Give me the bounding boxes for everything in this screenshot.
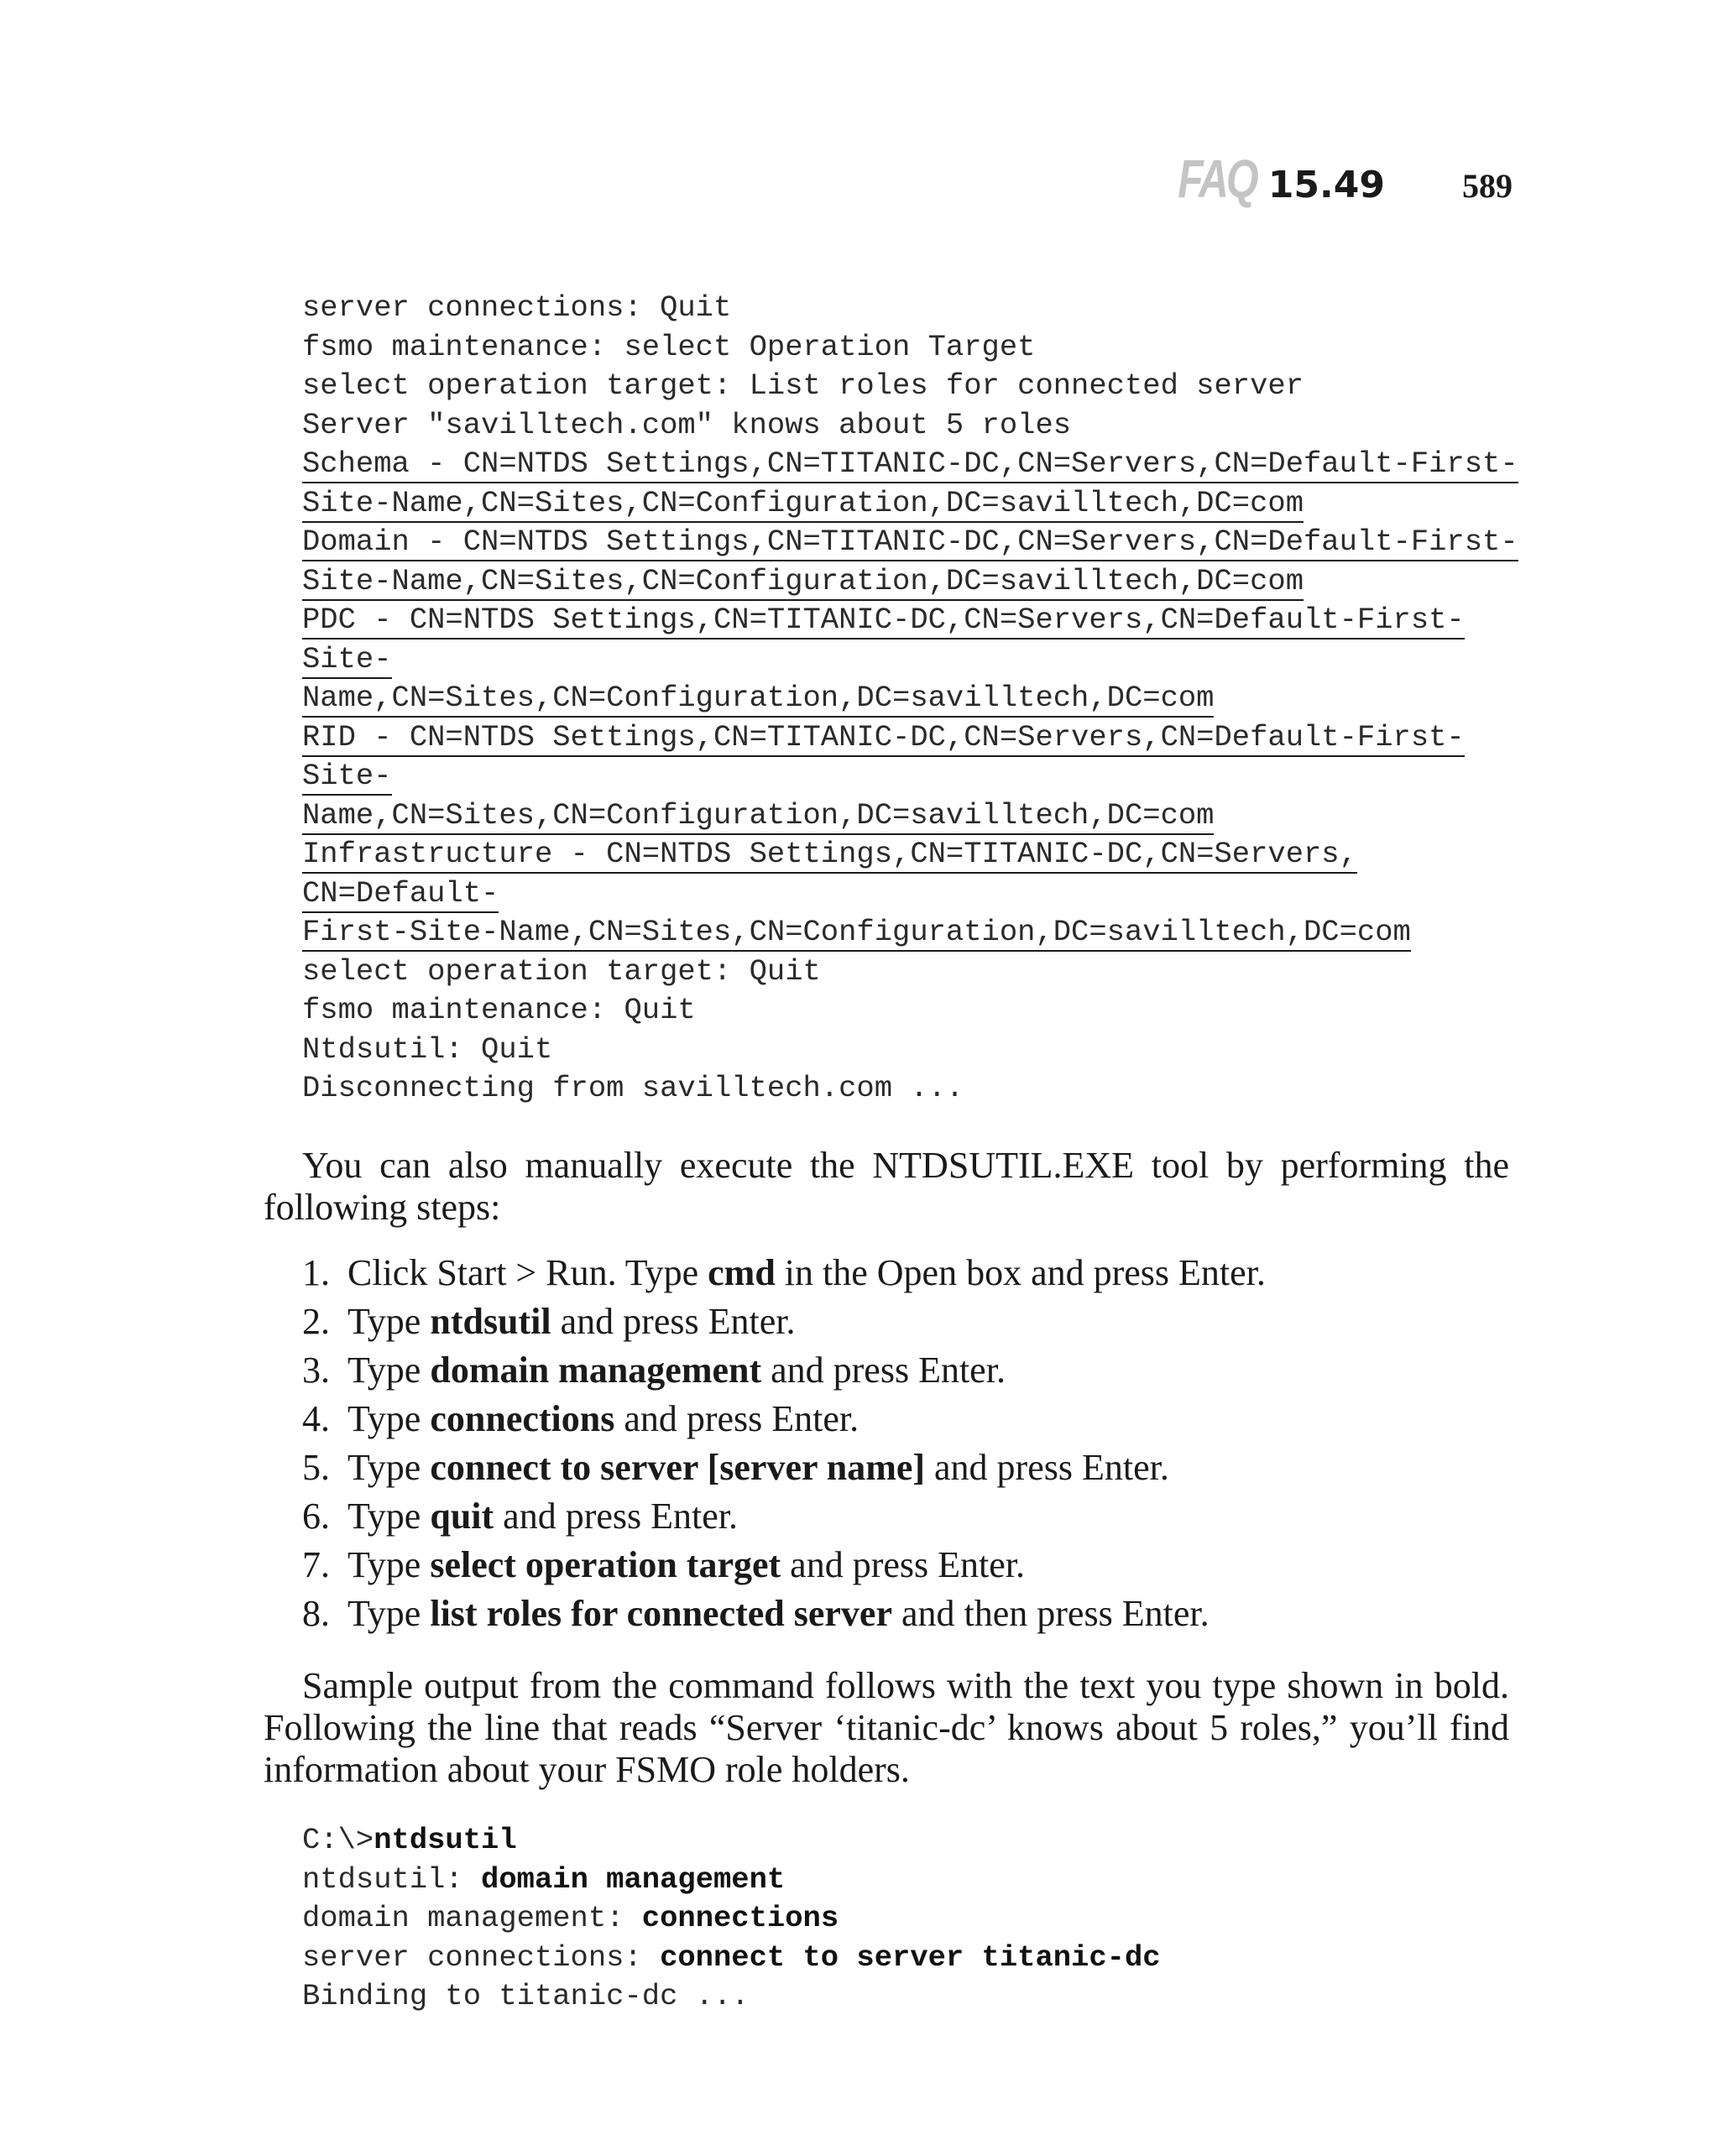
step-text bbox=[347, 1249, 1266, 1297]
code-line bbox=[302, 445, 1518, 484]
intro-paragraph-text: You can also manually execute the NTDSUTIL.EXE tool by performing the following steps: bbox=[264, 1145, 1509, 1228]
code-line bbox=[302, 1899, 1161, 1939]
step-number: 2. bbox=[302, 1301, 330, 1342]
code-user-input: connect to server titanic-dc bbox=[660, 1939, 1161, 1975]
code-line-text: Name,CN=Sites,CN=Configuration,DC=savilltech,DC=com bbox=[302, 681, 1214, 718]
code-line bbox=[302, 991, 1518, 1031]
step-item bbox=[302, 1541, 1266, 1590]
step-text-pre: Click Start > Run. Type bbox=[347, 1252, 708, 1293]
code-line bbox=[302, 1861, 1161, 1900]
code-line bbox=[302, 484, 1518, 524]
step-text-post: and press Enter. bbox=[494, 1496, 738, 1537]
step-text-post: and press Enter. bbox=[761, 1349, 1006, 1391]
step-number: 1. bbox=[302, 1252, 330, 1293]
code-line bbox=[302, 1069, 1518, 1109]
code-line bbox=[302, 406, 1518, 446]
code-line bbox=[302, 953, 1518, 992]
code-line-text: Site- bbox=[302, 642, 392, 679]
step-text-post: and press Enter. bbox=[551, 1301, 796, 1342]
code-block-sample bbox=[302, 1821, 1161, 2017]
code-user-input: domain management bbox=[481, 1861, 786, 1897]
code-line-text: First-Site-Name,CN=Sites,CN=Configuration,DC=savilltech,DC=com bbox=[302, 915, 1411, 952]
code-line bbox=[302, 601, 1518, 640]
step-command: connect to server [server name] bbox=[430, 1447, 926, 1488]
code-line bbox=[302, 289, 1518, 328]
code-line bbox=[302, 367, 1518, 406]
sample-paragraph-text: Sample output from the command follows with the text you type shown in bold. Following the line that reads “Server ‘titanic-dc’ knows about 5 roles,” you’ll find information about your FSMO role holders. bbox=[264, 1665, 1509, 1790]
code-line bbox=[302, 1821, 1161, 1861]
code-line bbox=[302, 1939, 1161, 1978]
step-item bbox=[302, 1395, 1266, 1443]
code-line-text: fsmo maintenance: Quit bbox=[302, 993, 696, 1027]
code-line bbox=[302, 328, 1518, 368]
step-number: 8. bbox=[302, 1593, 330, 1634]
step-number: 6. bbox=[302, 1496, 330, 1537]
step-number: 4. bbox=[302, 1398, 330, 1439]
code-line-text: PDC - CN=NTDS Settings,CN=TITANIC-DC,CN=Servers,CN=Default-First- bbox=[302, 603, 1465, 639]
step-item bbox=[302, 1590, 1266, 1638]
step-command: cmd bbox=[708, 1252, 776, 1293]
code-prompt: Binding to titanic-dc ... bbox=[302, 1979, 750, 2013]
code-line-text: server connections: Quit bbox=[302, 290, 732, 325]
code-line-text: select operation target: Quit bbox=[302, 953, 821, 989]
code-line-text: Site- bbox=[302, 759, 392, 796]
step-text-pre: Type bbox=[347, 1301, 431, 1342]
sample-paragraph bbox=[264, 1665, 1509, 1791]
code-line-text: select operation target: List roles for connected server bbox=[302, 368, 1304, 403]
step-command: select operation target bbox=[430, 1544, 781, 1585]
code-block-output bbox=[302, 289, 1518, 1109]
steps-list bbox=[302, 1249, 1266, 1638]
code-prompt: domain management: bbox=[302, 1901, 642, 1935]
faq-logo: FAQ bbox=[1178, 149, 1257, 209]
step-text bbox=[347, 1297, 795, 1346]
code-line bbox=[302, 757, 1518, 796]
step-item bbox=[302, 1492, 1266, 1541]
step-item bbox=[302, 1249, 1266, 1297]
step-item bbox=[302, 1297, 1266, 1346]
step-number: 3. bbox=[302, 1349, 330, 1391]
code-line-text: Server "savilltech.com" knows about 5 roles bbox=[302, 407, 1072, 442]
code-line-text: RID - CN=NTDS Settings,CN=TITANIC-DC,CN=Servers,CN=Default-First- bbox=[302, 720, 1465, 757]
code-line bbox=[302, 913, 1518, 953]
step-text-pre: Type bbox=[347, 1593, 431, 1634]
code-line-text: CN=Default- bbox=[302, 876, 499, 913]
step-text-pre: Type bbox=[347, 1349, 431, 1391]
code-prompt: ntdsutil: bbox=[302, 1861, 482, 1897]
code-line-text: Ntdsutil: Quit bbox=[302, 1031, 553, 1067]
step-command: domain management bbox=[430, 1349, 762, 1391]
code-line-text: Site-Name,CN=Sites,CN=Configuration,DC=savilltech,DC=com bbox=[302, 486, 1304, 523]
step-text bbox=[347, 1590, 1210, 1638]
step-command: list roles for connected server bbox=[430, 1593, 892, 1634]
page-header bbox=[1156, 148, 1513, 210]
code-line bbox=[302, 718, 1518, 758]
step-text-post: and press Enter. bbox=[781, 1544, 1025, 1585]
step-number: 7. bbox=[302, 1544, 330, 1585]
step-text-post: and press Enter. bbox=[614, 1398, 860, 1439]
code-line-text: fsmo maintenance: select Operation Target bbox=[302, 329, 1036, 364]
step-number: 5. bbox=[302, 1447, 330, 1488]
step-text bbox=[347, 1346, 1006, 1395]
code-line bbox=[302, 835, 1518, 874]
code-line bbox=[302, 874, 1518, 914]
step-text-pre: Type bbox=[347, 1447, 431, 1488]
code-line-text: Domain - CN=NTDS Settings,CN=TITANIC-DC,CN=Servers,CN=Default-First- bbox=[302, 525, 1518, 561]
step-text bbox=[347, 1492, 738, 1541]
faq-number: 15.49 bbox=[1267, 164, 1385, 206]
page-number: 589 bbox=[1462, 167, 1513, 205]
step-text-post: and then press Enter. bbox=[892, 1593, 1210, 1634]
code-prompt: server connections: bbox=[302, 1939, 661, 1975]
intro-paragraph bbox=[264, 1145, 1509, 1229]
code-line-text: Disconnecting from savilltech.com ... bbox=[302, 1071, 964, 1105]
step-item bbox=[302, 1443, 1266, 1492]
step-command: quit bbox=[430, 1496, 494, 1537]
step-text bbox=[347, 1395, 859, 1443]
code-line bbox=[302, 1031, 1518, 1070]
code-line bbox=[302, 562, 1518, 602]
code-line-text: Site-Name,CN=Sites,CN=Configuration,DC=savilltech,DC=com bbox=[302, 564, 1304, 601]
step-text-pre: Type bbox=[347, 1496, 431, 1537]
code-line bbox=[302, 679, 1518, 718]
code-line bbox=[302, 796, 1518, 836]
code-line bbox=[302, 523, 1518, 562]
code-user-input: connections bbox=[641, 1901, 839, 1935]
step-command: connections bbox=[430, 1398, 615, 1439]
code-line bbox=[302, 640, 1518, 680]
code-line bbox=[302, 1977, 1161, 2017]
code-line-text: Name,CN=Sites,CN=Configuration,DC=savilltech,DC=com bbox=[302, 798, 1214, 835]
step-text-pre: Type bbox=[347, 1398, 431, 1439]
code-line-text: Infrastructure - CN=NTDS Settings,CN=TITANIC-DC,CN=Servers, bbox=[302, 837, 1357, 874]
step-item bbox=[302, 1346, 1266, 1395]
step-text-post: in the Open box and press Enter. bbox=[775, 1252, 1266, 1293]
step-text bbox=[347, 1541, 1025, 1590]
step-command: ntdsutil bbox=[430, 1301, 551, 1342]
code-line-text: Schema - CN=NTDS Settings,CN=TITANIC-DC,CN=Servers,CN=Default-First- bbox=[302, 446, 1518, 483]
step-text-post: and press Enter. bbox=[925, 1447, 1169, 1488]
code-prompt: C:\> bbox=[302, 1823, 374, 1857]
code-user-input: ntdsutil bbox=[374, 1823, 517, 1857]
step-text-pre: Type bbox=[347, 1544, 431, 1585]
step-text bbox=[347, 1443, 1169, 1492]
